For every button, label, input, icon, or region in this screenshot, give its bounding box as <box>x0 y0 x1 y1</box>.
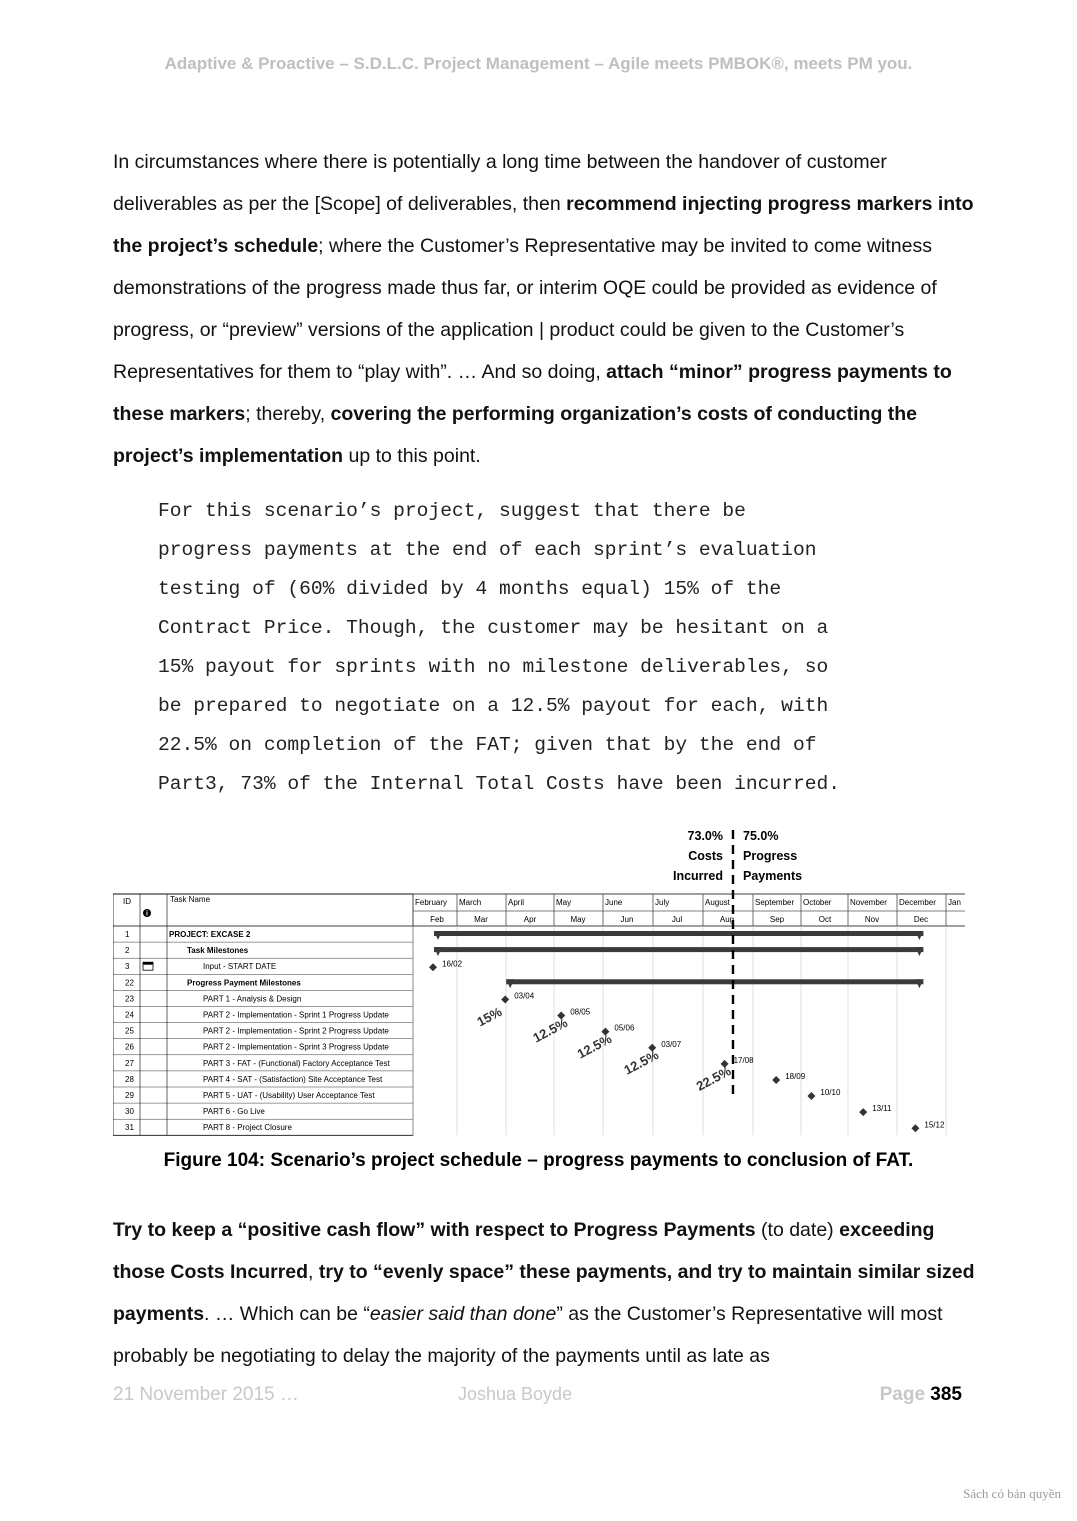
row-task-name: Progress Payment Milestones <box>187 978 301 988</box>
milestone-date-label: 18/09 <box>785 1071 806 1081</box>
row-task-name: Input - START DATE <box>203 962 277 972</box>
payment-percent-label: 12.5% <box>574 1031 615 1062</box>
month-header-label: September <box>755 898 795 907</box>
row-id: 26 <box>125 1042 134 1052</box>
milestone-diamond <box>911 1124 919 1132</box>
month-short-label: May <box>570 915 586 924</box>
month-short-label: Jul <box>671 915 683 924</box>
month-short-label: Dec <box>913 915 929 924</box>
code-line: be prepared to negotiate on a 12.5% payout for each, with <box>158 695 829 717</box>
row-task-name: PART 2 - Implementation - Sprint 2 Progress Update <box>203 1026 389 1036</box>
month-header-label: December <box>899 898 936 907</box>
text-run: ” as the Customer’s Representative will most probably be negotiating to delay the majority of the payments until as late as <box>113 1303 943 1367</box>
milestone-date-label: 16/02 <box>442 959 463 969</box>
code-line: Part3, 73% of the Internal Total Costs have been incurred. <box>158 773 840 795</box>
month-header-label: August <box>705 898 730 907</box>
milestone-diamond <box>859 1108 867 1116</box>
row-task-name: Task Milestones <box>187 946 249 956</box>
paragraph-progress-markers <box>113 141 983 477</box>
calendar-icon-bar <box>143 962 153 965</box>
callout-payments-percent: 75.0% <box>743 829 779 843</box>
milestone-date-label: 03/04 <box>514 991 535 1001</box>
running-header: Adaptive & Proactive – S.D.L.C. Project Management – Agile meets PMBOK®, meets PM you. <box>164 54 913 73</box>
text-run: ; thereby, <box>245 403 331 425</box>
text-run: . … Which can be “ <box>204 1303 370 1325</box>
milestone-date-label: 15/12 <box>924 1120 945 1130</box>
watermark: Sách có bản quyền <box>963 1486 1061 1501</box>
month-short-label: Sep <box>769 915 785 924</box>
row-id: 31 <box>125 1123 134 1133</box>
month-header-label: April <box>508 898 525 907</box>
footer-date: 21 November 2015 … <box>113 1384 299 1405</box>
month-short-label: Aug <box>719 915 735 924</box>
paragraph-cash-flow <box>113 1209 983 1377</box>
summary-bar-payment-milestones <box>506 979 923 984</box>
milestone-diamond <box>772 1076 780 1084</box>
row-id: 30 <box>125 1107 134 1117</box>
gantt-chart <box>113 822 965 1137</box>
page-number: 385 <box>930 1384 962 1405</box>
bold-run: Try to keep a “positive cash flow” with respect to Progress Payments <box>113 1219 756 1241</box>
callout-incurred-label: Incurred <box>672 869 723 883</box>
month-short-label: Feb <box>430 915 444 924</box>
milestone-date-label: 17/08 <box>733 1055 754 1065</box>
bold-run: covering the performing organization’s costs of conducting the project’s implementation <box>113 403 918 467</box>
row-id: 28 <box>125 1074 134 1084</box>
row-task-name: PART 6 - Go Live <box>203 1107 265 1117</box>
payment-percent-label: 15% <box>474 1003 505 1030</box>
payment-percent-label: 12.5% <box>530 1014 570 1046</box>
milestone-date-label: 08/05 <box>570 1007 591 1017</box>
milestone-date-label: 03/07 <box>661 1039 682 1049</box>
month-header-label: November <box>850 898 887 907</box>
row-id: 1 <box>125 930 130 939</box>
summary-bar-task-milestones <box>434 947 923 952</box>
text-run: (to date) <box>755 1219 840 1241</box>
code-line: 15% payout for sprints with no milestone deliverables, so <box>158 656 829 678</box>
row-task-name: PART 8 - Project Closure <box>203 1123 292 1133</box>
month-header-label: March <box>459 898 482 907</box>
italic-run: easier said than done <box>369 1303 557 1325</box>
row-task-name: PART 3 - FAT - (Functional) Factory Acceptance Test <box>203 1058 390 1068</box>
footer-page <box>880 1384 962 1406</box>
row-task-name: PART 4 - SAT - (Satisfaction) Site Acceptance Test <box>203 1074 383 1084</box>
callout-costs-label: Costs <box>688 849 723 863</box>
row-task-name: PROJECT: EXCASE 2 <box>169 930 251 939</box>
milestone-date-label: 13/11 <box>872 1104 892 1114</box>
row-id: 23 <box>125 994 134 1004</box>
page-label: Page <box>879 1384 931 1405</box>
month-short-label: Nov <box>864 915 880 924</box>
month-short-label: Mar <box>474 915 488 924</box>
row-id: 29 <box>125 1091 134 1100</box>
code-line: Contract Price. Though, the customer may be hesitant on a <box>158 617 829 639</box>
month-short-label: Apr <box>523 915 537 924</box>
month-short-label: Oct <box>818 915 832 924</box>
column-header-id: ID <box>123 897 131 906</box>
row-task-name: PART 1 - Analysis & Design <box>203 994 302 1004</box>
milestone-diamond <box>429 963 437 971</box>
row-task-name: PART 2 - Implementation - Sprint 3 Progress Update <box>203 1042 389 1052</box>
text-run: , <box>308 1261 319 1283</box>
callout-costs-percent: 73.0% <box>687 829 723 843</box>
callout-progress-label: Progress <box>743 849 798 863</box>
text-run: In circumstances where there is potentially a long time between the handover of customer deliverables as per the [Scope] of deliverables, then <box>113 151 887 215</box>
row-id: 3 <box>125 962 130 972</box>
milestone-diamond <box>501 995 509 1003</box>
footer-author: Joshua Boyde <box>458 1384 573 1404</box>
row-id: 27 <box>125 1058 134 1068</box>
bold-run: recommend injecting progress markers into the project’s schedule <box>113 193 974 257</box>
summary-bar-project <box>434 931 923 936</box>
milestone-date-label: 05/06 <box>614 1023 635 1033</box>
text-run: ; where the Customer’s Representative may be invited to come witness demonstrations of the progress made thus far, or interim OQE could be provided as evidence of progress, or “preview” versions of the application | product could be given to the Customer’s Representatives for them to “play with”. … And so doing, <box>113 235 937 383</box>
month-short-label: Jun <box>620 915 634 924</box>
text-run: up to this point. <box>343 445 481 467</box>
bold-run: exceeding those Costs Incurred <box>113 1219 935 1283</box>
info-icon-letter: i <box>146 910 148 918</box>
row-id: 24 <box>125 1010 134 1020</box>
month-header-label: Jan <box>948 898 961 907</box>
code-line: 22.5% on completion of the FAT; given that by the end of <box>158 734 817 756</box>
row-task-name: PART 2 - Implementation - Sprint 1 Progress Update <box>203 1010 389 1020</box>
month-header-label: July <box>655 898 670 907</box>
figure-caption: Figure 104: Scenario’s project schedule – progress payments to conclusion of FAT. <box>163 1150 914 1171</box>
payment-percent-label: 22.5% <box>693 1063 734 1094</box>
gantt-figure <box>113 822 965 1137</box>
month-header-label: October <box>803 898 832 907</box>
bold-run: attach “minor” progress payments to these markers <box>113 361 952 425</box>
code-line: progress payments at the end of each sprint’s evaluation <box>158 539 817 561</box>
payment-percent-label: 12.5% <box>621 1047 661 1078</box>
callout-payments-label: Payments <box>743 869 803 883</box>
code-line: testing of (60% divided by 4 months equal) 15% of the <box>158 578 782 600</box>
row-task-name: PART 5 - UAT - (Usability) User Acceptance Test <box>203 1091 375 1100</box>
code-line: For this scenario’s project, suggest that there be <box>158 500 746 522</box>
row-id: 25 <box>125 1026 134 1036</box>
month-header-label: June <box>605 898 623 907</box>
row-id: 22 <box>125 978 134 988</box>
row-id: 2 <box>125 946 130 956</box>
month-header-label: May <box>556 898 572 907</box>
month-header-label: February <box>415 898 448 907</box>
milestone-diamond <box>807 1092 815 1100</box>
column-header-task-name: Task Name <box>170 895 211 904</box>
scenario-code-block <box>158 492 998 804</box>
milestone-date-label: 10/10 <box>820 1088 841 1098</box>
bold-run: try to “evenly space” these payments, and try to maintain similar sized payments <box>113 1261 975 1325</box>
